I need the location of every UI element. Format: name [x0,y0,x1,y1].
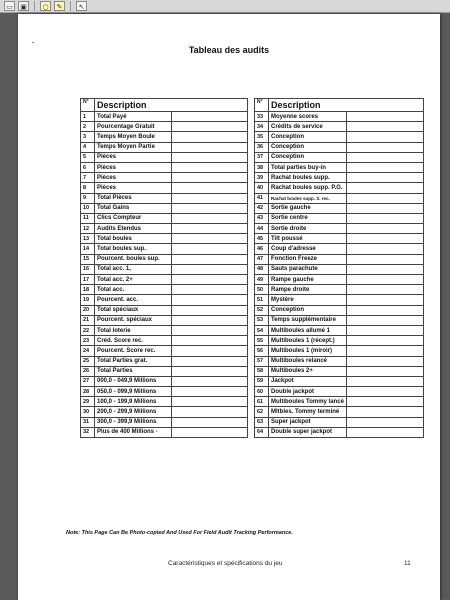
column-header-number: N° [255,99,269,112]
audit-value-cell [171,213,248,223]
audit-description: Total spéciaux [95,305,172,315]
audit-number: 18 [81,285,95,295]
table-row [255,407,424,417]
page-number: 11 [404,560,411,567]
audit-number: 63 [255,417,269,427]
table-row [81,305,248,315]
audit-value-cell [171,407,248,417]
audit-value-cell [171,346,248,356]
audit-number: 11 [81,213,95,223]
audit-description: Total Gains [95,203,172,213]
audit-value-cell [346,224,424,234]
audit-value-cell [171,295,248,305]
audit-value-cell [171,142,248,152]
audit-value-cell [171,315,248,325]
audit-number: 48 [255,264,269,274]
audit-number: 17 [81,275,95,285]
table-row [255,152,424,162]
audit-description: Total boules sup. [95,244,172,254]
audit-value-cell [346,112,424,122]
table-row [255,122,424,132]
audit-description: Total acc. [95,285,172,295]
audit-description: Rachat boules supp. P.G. [269,183,347,193]
audit-number: 37 [255,152,269,162]
audit-value-cell [346,346,424,356]
audit-description: Rachat boules supp. S. rec. [269,193,347,203]
audit-number: 43 [255,213,269,223]
table-row [81,244,248,254]
audit-description: Multiboules 2+ [269,366,347,376]
table-row [81,213,248,223]
table-row [81,315,248,325]
audit-value-cell [346,315,424,325]
audit-description: Rampe droite [269,285,347,295]
table-row [255,305,424,315]
audit-description: Multiboules 1 (récept.) [269,336,347,346]
toolbar-separator [34,1,35,11]
audit-description: 000,0 - 049,9 Millions [95,376,172,386]
audit-number: 29 [81,397,95,407]
audit-description: Rampe gauche [269,275,347,285]
table-row [81,234,248,244]
table-row [255,203,424,213]
scan-speck [32,42,34,43]
audit-number: 38 [255,162,269,172]
audit-value-cell [171,417,248,427]
audit-description: Pourcent. acc. [95,295,172,305]
table-row [255,346,424,356]
table-row [81,264,248,274]
audit-number: 52 [255,305,269,315]
table-row [255,183,424,193]
audit-number: 14 [81,244,95,254]
table-row [81,183,248,193]
audit-value-cell [346,366,424,376]
audit-description: Super jackpot [269,417,347,427]
audit-value-cell [346,407,424,417]
table-row [81,427,248,437]
table-row [255,417,424,427]
audit-number: 60 [255,387,269,397]
column-header-description: Description [269,99,424,112]
audit-value-cell [171,305,248,315]
audit-description: Conception [269,142,347,152]
audit-description: Total parties buy-in [269,162,347,172]
audit-description: Plus de 400 Millions · [95,427,172,437]
audit-value-cell [171,122,248,132]
audit-number: 47 [255,254,269,264]
audit-value-cell [171,376,248,386]
audit-number: 27 [81,376,95,386]
audit-value-cell [346,234,424,244]
save-icon[interactable]: ▭ [4,1,15,11]
page-footer: Caractéristiques et spécifications du jeu [168,560,283,567]
audit-value-cell [171,275,248,285]
audit-number: 26 [81,366,95,376]
audit-table-left-body [81,112,248,438]
table-row [81,132,248,142]
audit-number: 20 [81,305,95,315]
table-row [81,173,248,183]
audit-value-cell [346,213,424,223]
table-row [255,295,424,305]
audit-number: 62 [255,407,269,417]
table-row [255,213,424,223]
table-row [81,336,248,346]
audit-description: Mltbles. Tommy terminé [269,407,347,417]
audit-description: Multiboules 1 (miroir) [269,346,347,356]
audit-description: 050,0 - 099,9 Millions [95,387,172,397]
table-row [81,346,248,356]
table-row [255,224,424,234]
audit-value-cell [346,142,424,152]
audit-number: 57 [255,356,269,366]
audit-value-cell [171,356,248,366]
audit-value-cell [171,427,248,437]
audit-number: 32 [81,427,95,437]
table-row [81,193,248,203]
audit-number: 42 [255,203,269,213]
audit-value-cell [346,387,424,397]
audit-number: 1 [81,112,95,122]
audit-description: Fonction Freeze [269,254,347,264]
audit-number: 36 [255,142,269,152]
audit-value-cell [346,183,424,193]
audit-value-cell [346,376,424,386]
table-row [255,336,424,346]
audit-table-left [80,98,248,438]
photocopy-note: Note: This Page Can Be Photo-copied And Used For Field Audit Tracking Performance. [66,530,293,536]
audit-description: Tilt poussé [269,234,347,244]
audit-number: 8 [81,183,95,193]
audit-description: Sortie droite [269,224,347,234]
audit-value-cell [171,193,248,203]
table-row [255,162,424,172]
audit-description: Audits Etendus [95,224,172,234]
audit-table-right-body [255,112,424,438]
audit-number: 59 [255,376,269,386]
audit-description: Temps supplémentaire [269,315,347,325]
audit-number: 54 [255,325,269,335]
audit-number: 16 [81,264,95,274]
table-row [255,427,424,437]
audit-description: Total acc. 1, [95,264,172,274]
page-title: Tableau des audits [188,45,270,55]
audit-description: Total boules [95,234,172,244]
audit-description: Jackpot [269,376,347,386]
audit-number: 41 [255,193,269,203]
audit-value-cell [171,173,248,183]
audit-description: Double super jackpot [269,427,347,437]
audit-number: 31 [81,417,95,427]
table-row [81,254,248,264]
audit-number: 12 [81,224,95,234]
audit-number: 51 [255,295,269,305]
audit-value-cell [346,325,424,335]
audit-value-cell [346,295,424,305]
audit-value-cell [346,397,424,407]
audit-value-cell [171,366,248,376]
table-row [81,224,248,234]
audit-description: Créd. Score rec. [95,336,172,346]
audit-description: Multiboules allumé 1 [269,325,347,335]
audit-number: 19 [81,295,95,305]
audit-description: Sauts parachute [269,264,347,274]
audit-description: Conception [269,305,347,315]
audit-value-cell [346,173,424,183]
audit-number: 24 [81,346,95,356]
audit-description: Total Pièces [95,193,172,203]
toolbar-separator [70,1,71,11]
audit-number: 56 [255,346,269,356]
audit-value-cell [346,356,424,366]
audit-number: 55 [255,336,269,346]
table-row [81,122,248,132]
audit-number: 6 [81,162,95,172]
audit-description: Conception [269,132,347,142]
audit-value-cell [346,244,424,254]
audit-value-cell [171,132,248,142]
audit-description: 300,0 - 399,9 Millions [95,417,172,427]
audit-description: Moyenne scores [269,112,347,122]
table-row [81,295,248,305]
audit-number: 44 [255,224,269,234]
audit-value-cell [171,183,248,193]
audit-number: 34 [255,122,269,132]
audit-value-cell [346,427,424,437]
table-row [255,193,424,203]
audit-description: Pourcentage Gratuit [95,122,172,132]
table-row [255,387,424,397]
table-row [81,356,248,366]
audit-number: 45 [255,234,269,244]
table-row [255,397,424,407]
audit-description: Total acc. 2+ [95,275,172,285]
audit-number: 58 [255,366,269,376]
audit-description: Sortie centre [269,213,347,223]
audit-number: 13 [81,234,95,244]
table-row [255,234,424,244]
table-row [255,376,424,386]
audit-value-cell [346,193,424,203]
audit-description: Multiboules relancé [269,356,347,366]
table-row [255,142,424,152]
audit-value-cell [346,305,424,315]
highlight-icon[interactable]: ✎ [54,1,65,11]
audit-value-cell [171,162,248,172]
audit-description: Total Parties grat. [95,356,172,366]
audit-number: 15 [81,254,95,264]
audit-description: Pourcent. Score rec. [95,346,172,356]
audit-description: Pièces [95,162,172,172]
table-row [255,285,424,295]
table-row [81,275,248,285]
audit-value-cell [346,122,424,132]
table-row [255,173,424,183]
image-icon[interactable]: ▣ [18,1,29,11]
table-row [81,285,248,295]
audit-value-cell [171,285,248,295]
audit-description: 200,0 - 299,9 Millions [95,407,172,417]
table-row [255,275,424,285]
table-row [81,112,248,122]
audit-number: 22 [81,325,95,335]
audit-number: 35 [255,132,269,142]
table-row [81,142,248,152]
audit-value-cell [171,152,248,162]
audit-description: Pièces [95,183,172,193]
viewer-toolbar [0,0,450,13]
audit-value-cell [171,244,248,254]
audit-value-cell [171,112,248,122]
audit-number: 25 [81,356,95,366]
table-row [81,376,248,386]
table-row [81,152,248,162]
audit-number: 33 [255,112,269,122]
audit-description: Multiboules Tommy lancé [269,397,347,407]
audit-number: 23 [81,336,95,346]
table-row [255,366,424,376]
table-row [255,315,424,325]
audit-description: Total loterie [95,325,172,335]
table-row [81,203,248,213]
audit-description: Pourcent. boules sup. [95,254,172,264]
table-row [255,112,424,122]
audit-number: 7 [81,173,95,183]
audit-value-cell [171,234,248,244]
audit-number: 61 [255,397,269,407]
comment-icon[interactable]: ○ [40,1,51,11]
audit-description: Clics Compteur [95,213,172,223]
audit-value-cell [346,264,424,274]
table-row [81,397,248,407]
table-row [81,325,248,335]
audit-value-cell [171,224,248,234]
audit-value-cell [171,325,248,335]
audit-number: 30 [81,407,95,417]
table-row [255,325,424,335]
audit-value-cell [346,203,424,213]
audit-number: 50 [255,285,269,295]
audit-description: Rachat boules supp. [269,173,347,183]
audit-number: 49 [255,275,269,285]
table-row [81,417,248,427]
table-row [255,244,424,254]
audit-description: Pourcent. spéciaux [95,315,172,325]
audit-number: 10 [81,203,95,213]
table-row [255,356,424,366]
audit-value-cell [346,152,424,162]
audit-description: Conception [269,152,347,162]
audit-number: 46 [255,244,269,254]
audit-value-cell [171,387,248,397]
audit-number: 5 [81,152,95,162]
audit-number: 2 [81,122,95,132]
audit-description: Temps Moyen Boule [95,132,172,142]
column-header-number: N° [81,99,95,112]
audit-value-cell [346,162,424,172]
audit-description: Crédits de service [269,122,347,132]
audit-number: 53 [255,315,269,325]
table-row [81,162,248,172]
audit-value-cell [346,417,424,427]
table-row [255,264,424,274]
audit-number: 4 [81,142,95,152]
table-header-row [81,99,248,112]
audit-value-cell [171,254,248,264]
audit-value-cell [171,336,248,346]
audit-number: 9 [81,193,95,203]
audit-number: 3 [81,132,95,142]
audit-description: Pièces [95,173,172,183]
table-row [81,366,248,376]
audit-number: 40 [255,183,269,193]
pointer-icon[interactable]: ↖ [76,1,87,11]
table-row [81,407,248,417]
table-row [255,132,424,142]
audit-table-right [254,98,424,438]
audit-value-cell [346,132,424,142]
audit-number: 21 [81,315,95,325]
audit-description: Pièces [95,152,172,162]
audit-description: 100,0 - 199,9 Millions [95,397,172,407]
audit-value-cell [346,275,424,285]
table-row [81,387,248,397]
audit-value-cell [171,397,248,407]
audit-number: 28 [81,387,95,397]
audit-description: Mystère [269,295,347,305]
audit-number: 64 [255,427,269,437]
audit-value-cell [346,336,424,346]
table-header-row [255,99,424,112]
audit-description: Coup d'adresse [269,244,347,254]
audit-description: Total Payé [95,112,172,122]
table-row [255,254,424,264]
audit-description: Temps Moyen Partie [95,142,172,152]
audit-value-cell [171,264,248,274]
audit-value-cell [346,254,424,264]
audit-value-cell [346,285,424,295]
column-header-description: Description [95,99,248,112]
audit-description: Total Parties [95,366,172,376]
audit-number: 39 [255,173,269,183]
audit-description: Sortie gauche [269,203,347,213]
audit-description: Double jackpot [269,387,347,397]
audit-value-cell [171,203,248,213]
document-page [18,14,440,600]
